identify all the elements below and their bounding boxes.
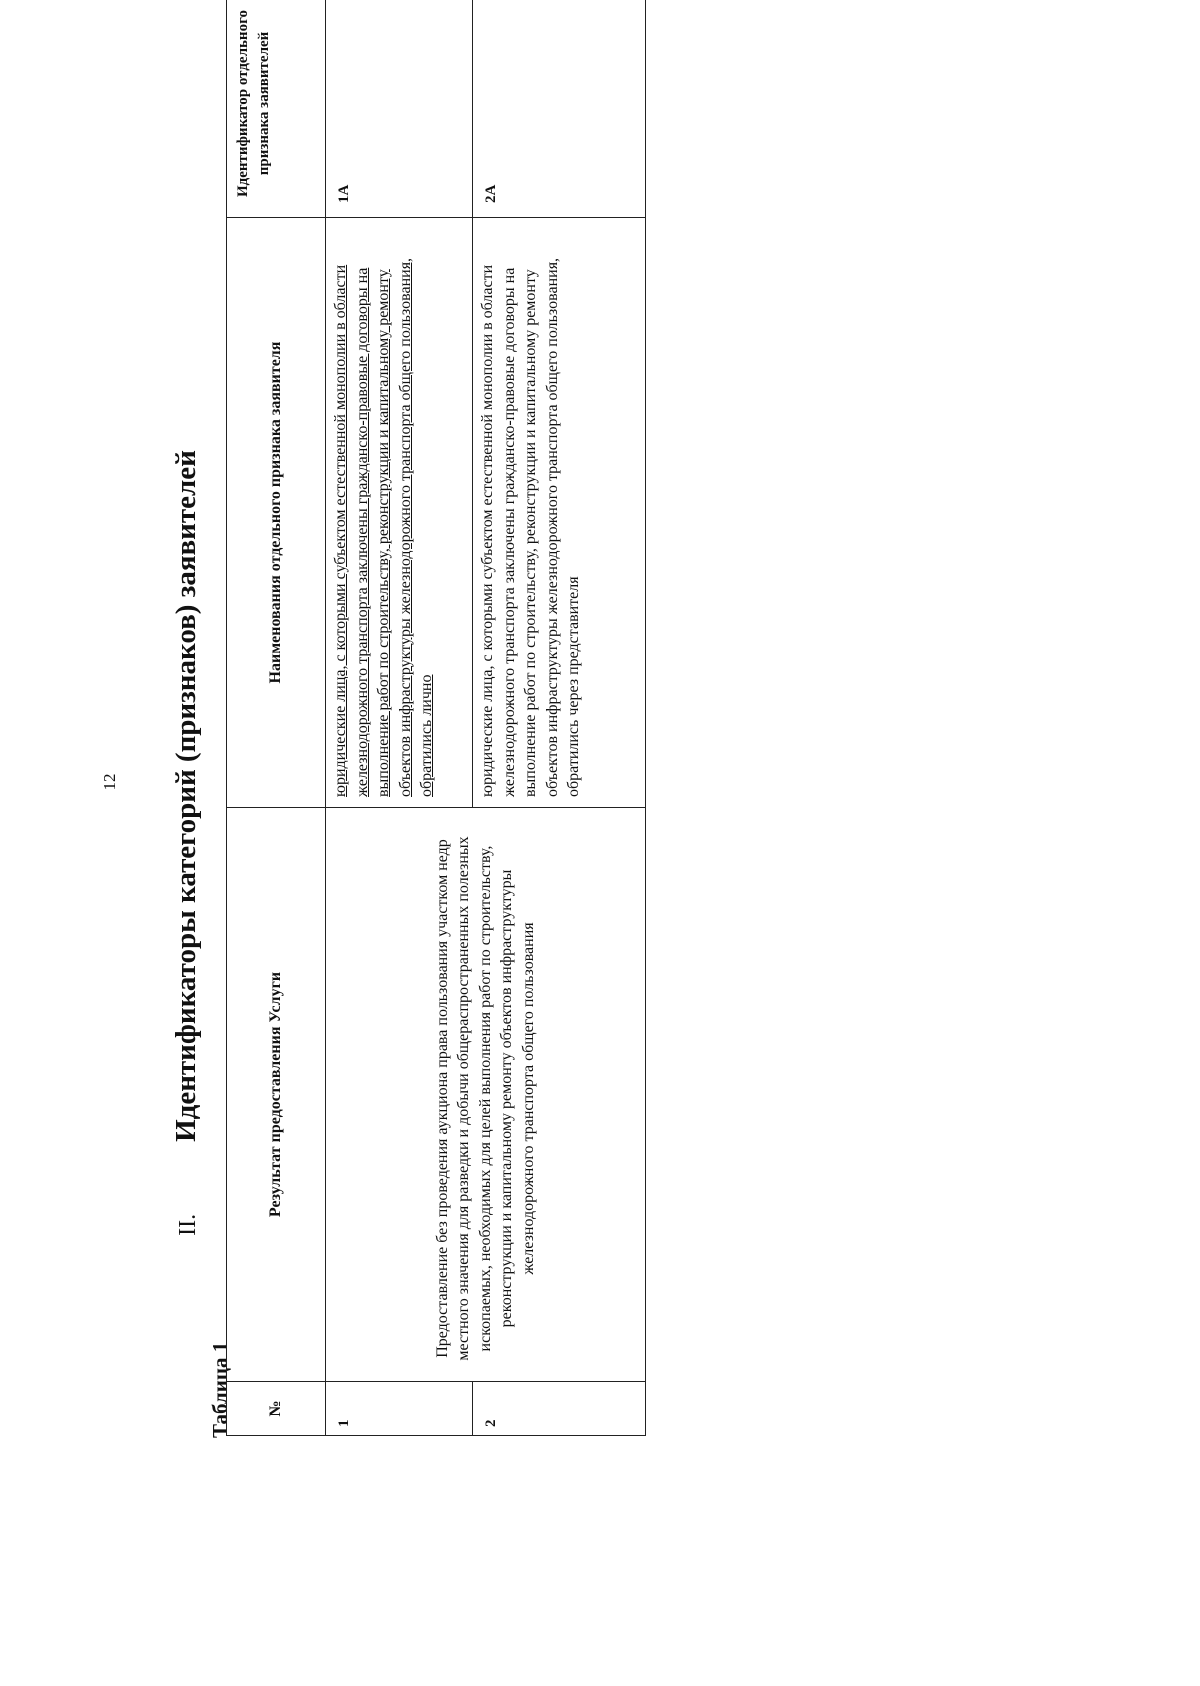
- row-number: 2: [473, 1382, 646, 1436]
- table-header-row: [227, 0, 326, 1436]
- feature-identifier: 2А: [473, 0, 646, 218]
- table-label: Таблица 1: [208, 1341, 232, 1438]
- applicant-feature-name: [326, 218, 473, 808]
- section-number: II.: [175, 1213, 201, 1236]
- section-title: Идентификаторы категорий (признаков) заявителей: [170, 450, 202, 1142]
- service-result-cell: Предоставление без проведения аукциона права пользования участком недр местного значения для разведки и добычи общераспространенных полезных ископаемых, необходимых для целей выполнения работ по строительству, реконструкции и капитальному ремонту объектов инфраструктуры железнодорожного транспорта общего пользования: [326, 808, 646, 1382]
- header-result: Результат предоставления Услуги: [227, 808, 326, 1382]
- page-number: 12: [100, 773, 119, 791]
- applicant-feature-name-text: юридические лица, с которыми субъектом естественной монополии в области железнодорожного транспорта заключены гражданско-правовые договоры на выполнение работ по строительству, реконструкции и капитальному ремонту объектов инфраструктуры железнодорожного транспорта общего пользования, обратились лично: [332, 257, 435, 797]
- header-identifier: Идентификатор отдельного признака заявителей: [227, 0, 326, 218]
- section-heading: [170, 0, 203, 1686]
- applicant-categories-table-wrap: [226, 0, 634, 1436]
- applicant-categories-table: [226, 0, 646, 1436]
- table-row: [326, 0, 473, 1436]
- header-name: Наименования отдельного признака заявителя: [227, 218, 326, 808]
- applicant-feature-name: юридические лица, с которыми субъектом естественной монополии в области железнодорожного транспорта заключены гражданско-правовые договоры на выполнение работ по строительству, реконструкции и капитальному ремонту объектов инфраструктуры железнодорожного транспорта общего пользования, обратились через представителя: [473, 218, 646, 808]
- feature-identifier: 1А: [326, 0, 473, 218]
- row-number: 1: [326, 1382, 473, 1436]
- header-num: №: [227, 1382, 326, 1436]
